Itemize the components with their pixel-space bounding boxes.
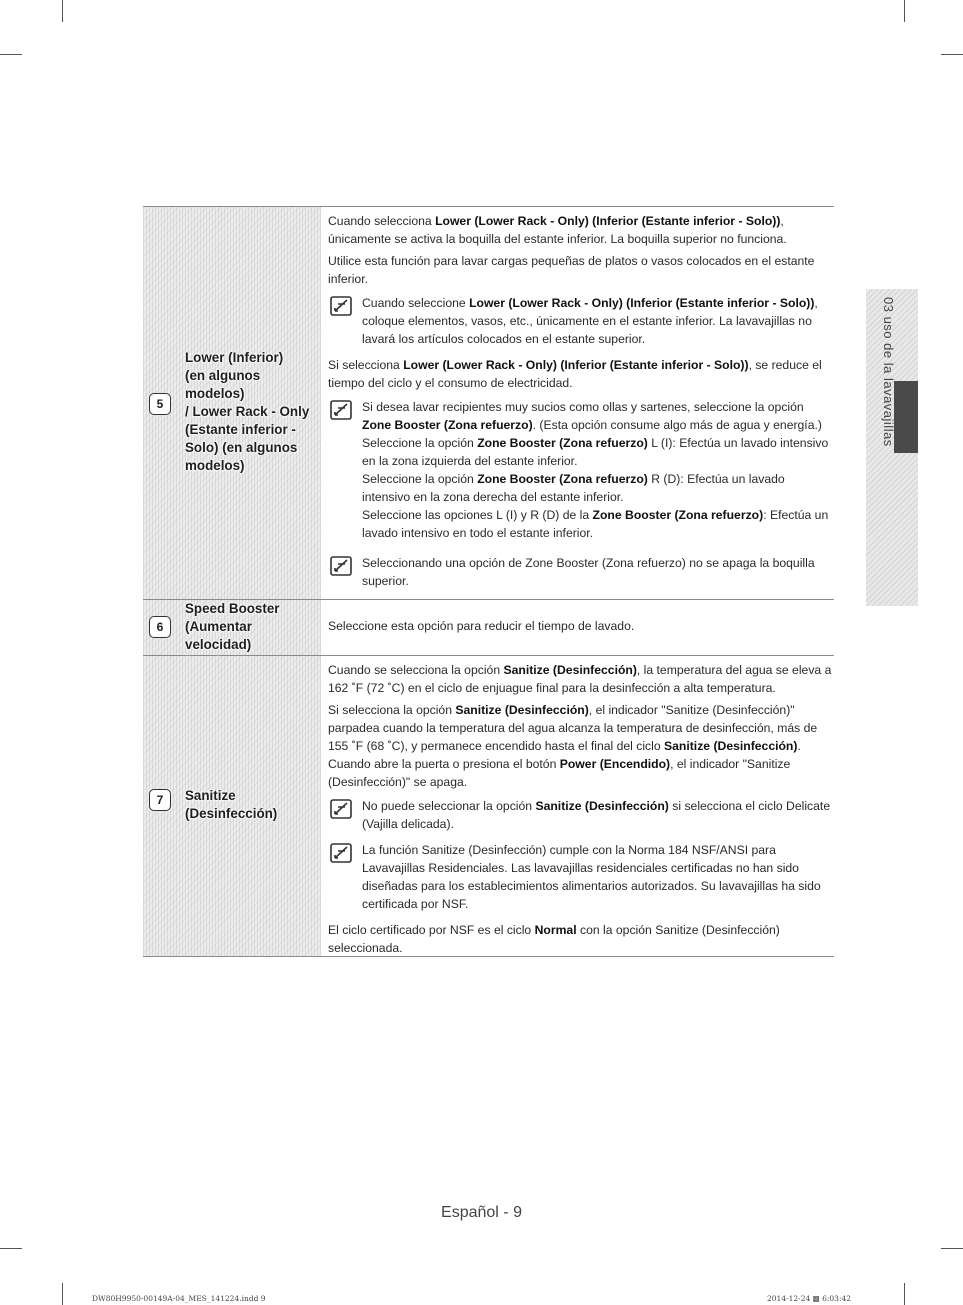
bold-text: Sanitize (Desinfección) bbox=[455, 703, 589, 717]
text: La función Sanitize (Desinfección) cumple con la Norma 184 NSF/ANSI para Lavavajillas Residenciales. Las lavavajillas residenciales certificadas no han sido diseñadas para los establecimientos alimentarios autorizados. Su lavavajillas ha sido certificada por NSF. bbox=[362, 843, 821, 911]
text: Seleccione la opción bbox=[362, 436, 478, 450]
crop-mark bbox=[904, 0, 905, 22]
paragraph: Seleccione esta opción para reducir el tiempo de lavado. bbox=[328, 619, 635, 633]
label-line: / Lower Rack - Only bbox=[185, 404, 310, 419]
bold-text: Normal bbox=[534, 923, 577, 937]
row-number-badge: 6 bbox=[149, 616, 171, 638]
text: , únicamente se activa la boquilla del estante inferior. La boquilla superior no funciona. bbox=[328, 214, 787, 246]
label-line: Sanitize bbox=[185, 788, 236, 803]
paragraph bbox=[328, 356, 834, 392]
text: , la temperatura del agua se eleva a 162 ˚F (72 ˚C) en el ciclo de enjuague final para la desinfección a alta temperatura. bbox=[328, 663, 832, 695]
paragraph bbox=[328, 661, 834, 697]
table-row bbox=[143, 600, 834, 656]
bold-text: Sanitize (Desinfección) bbox=[664, 739, 798, 753]
chapter-tab-label: 03 uso de la lavavajillas bbox=[881, 297, 896, 447]
chapter-tab-marker bbox=[894, 381, 918, 453]
bold-text: Lower (Lower Rack - Only) (Inferior (Estante inferior - Solo)) bbox=[469, 296, 815, 310]
note bbox=[328, 554, 834, 590]
text: Cuando selecciona bbox=[328, 214, 436, 228]
row-description bbox=[321, 656, 834, 956]
note-text bbox=[362, 294, 834, 348]
label-line: modelos) bbox=[185, 458, 245, 473]
crop-mark bbox=[941, 1248, 963, 1249]
row-number-badge: 7 bbox=[149, 789, 171, 811]
bold-text: Zone Booster (Zona refuerzo) bbox=[477, 472, 648, 486]
note bbox=[328, 841, 834, 913]
label-line: (en algunos modelos) bbox=[185, 368, 261, 401]
label-line: (Estante inferior - bbox=[185, 422, 296, 437]
paragraph bbox=[328, 921, 834, 957]
crop-mark bbox=[0, 54, 22, 55]
note-text bbox=[362, 797, 834, 833]
bold-text: Sanitize (Desinfección) bbox=[535, 799, 669, 813]
table-row bbox=[143, 656, 834, 957]
row-label bbox=[185, 787, 319, 823]
bold-text: Power (Encendido) bbox=[559, 757, 671, 771]
text: Cuando se selecciona la opción bbox=[328, 663, 504, 677]
row-label-cell bbox=[143, 656, 321, 956]
bold-text: Zone Booster (Zona refuerzo) bbox=[362, 418, 533, 432]
text: Seleccionando una opción de Zone Booster (Zona refuerzo) no se apaga la boquilla superior. bbox=[362, 556, 815, 588]
note bbox=[328, 398, 834, 542]
text: Seleccione las opciones L (I) y R (D) de la bbox=[362, 508, 593, 522]
print-footer-file: DW80H9950-00149A-04_MES_141224.indd 9 bbox=[92, 1294, 266, 1303]
note-text bbox=[362, 841, 834, 913]
bold-text: Sanitize (Desinfección) bbox=[503, 663, 637, 677]
text: , el indicador "Sanitize (Desinfección)" parpadea cuando la temperatura del agua alcanza la temperatura de desinfección, más de 155 ˚F (68 ˚C), y permanece encendido hasta el final del ciclo bbox=[328, 703, 818, 753]
crop-mark bbox=[62, 0, 63, 22]
text: No puede seleccionar la opción bbox=[362, 799, 536, 813]
bold-text: Lower (Lower Rack - Only) (Inferior (Estante inferior - Solo)) bbox=[403, 358, 749, 372]
text: , coloque elementos, vasos, etc., únicamente en el estante inferior. La lavavajillas no lavará los artículos colocados en el estante superior. bbox=[362, 296, 818, 346]
text: : Efectúa un lavado intensivo en todo el estante inferior. bbox=[362, 508, 829, 540]
paragraph bbox=[328, 212, 834, 248]
label-line: Lower (Inferior) bbox=[185, 350, 284, 365]
text: Cuando seleccione bbox=[362, 296, 470, 310]
note-pencil-icon bbox=[330, 294, 356, 348]
row-label-cell bbox=[143, 600, 321, 655]
label-line: Speed Booster bbox=[185, 601, 280, 616]
row-number-badge: 5 bbox=[149, 393, 171, 415]
label-line: (Aumentar velocidad) bbox=[185, 619, 252, 652]
note-pencil-icon bbox=[330, 398, 356, 542]
bold-text: Lower (Lower Rack - Only) (Inferior (Estante inferior - Solo)) bbox=[435, 214, 781, 228]
text: Si selecciona la opción bbox=[328, 703, 456, 717]
bold-text: Zone Booster (Zona refuerzo) bbox=[592, 508, 764, 522]
note-pencil-icon bbox=[330, 841, 356, 913]
text: , se reduce el tiempo del ciclo y el consumo de electricidad. bbox=[328, 358, 822, 390]
print-footer-timestamp: 2014-12-24 ▩ 6:03:42 bbox=[767, 1294, 852, 1303]
crop-mark bbox=[941, 54, 963, 55]
note bbox=[328, 294, 834, 348]
options-table bbox=[143, 206, 834, 957]
text: Si selecciona bbox=[328, 358, 404, 372]
paragraph bbox=[328, 701, 834, 791]
text: con la opción Sanitize (Desinfección) seleccionada. bbox=[328, 923, 780, 955]
note-text bbox=[362, 554, 834, 590]
text: Seleccione la opción bbox=[362, 472, 478, 486]
row-label-cell bbox=[143, 207, 321, 599]
table-row bbox=[143, 206, 834, 600]
text: Si desea lavar recipientes muy sucios como ollas y sartenes, seleccione la opción bbox=[362, 400, 804, 414]
paragraph: Utilice esta función para lavar cargas pequeñas de platos o vasos colocados en el estante inferior. bbox=[328, 254, 815, 286]
text: R (D): Efectúa un lavado intensivo en la zona derecha del estante inferior. bbox=[362, 472, 785, 504]
note-pencil-icon bbox=[330, 554, 356, 590]
text: , el indicador "Sanitize (Desinfección)" se apaga. bbox=[328, 757, 791, 789]
row-description bbox=[321, 600, 834, 655]
text: si selecciona el ciclo Delicate (Vajilla delicada). bbox=[362, 799, 831, 831]
text: . (Esta opción consume algo más de agua y energía.) bbox=[532, 418, 822, 432]
text: L (I): Efectúa un lavado intensivo en la zona izquierda del estante inferior. bbox=[362, 436, 829, 468]
row-label bbox=[185, 349, 319, 475]
note-pencil-icon bbox=[330, 797, 356, 833]
label-line: (Desinfección) bbox=[185, 806, 278, 821]
row-description bbox=[321, 207, 834, 599]
text: El ciclo certificado por NSF es el ciclo bbox=[328, 923, 535, 937]
page-number: Español - 9 bbox=[441, 1204, 522, 1221]
bold-text: Zone Booster (Zona refuerzo) bbox=[477, 436, 648, 450]
label-line: Solo) (en algunos bbox=[185, 440, 298, 455]
crop-mark bbox=[0, 1248, 22, 1249]
note-text bbox=[362, 398, 834, 542]
text: . Cuando abre la puerta o presiona el botón bbox=[328, 739, 801, 771]
crop-mark bbox=[62, 1283, 63, 1305]
note bbox=[328, 797, 834, 833]
crop-mark bbox=[904, 1283, 905, 1305]
